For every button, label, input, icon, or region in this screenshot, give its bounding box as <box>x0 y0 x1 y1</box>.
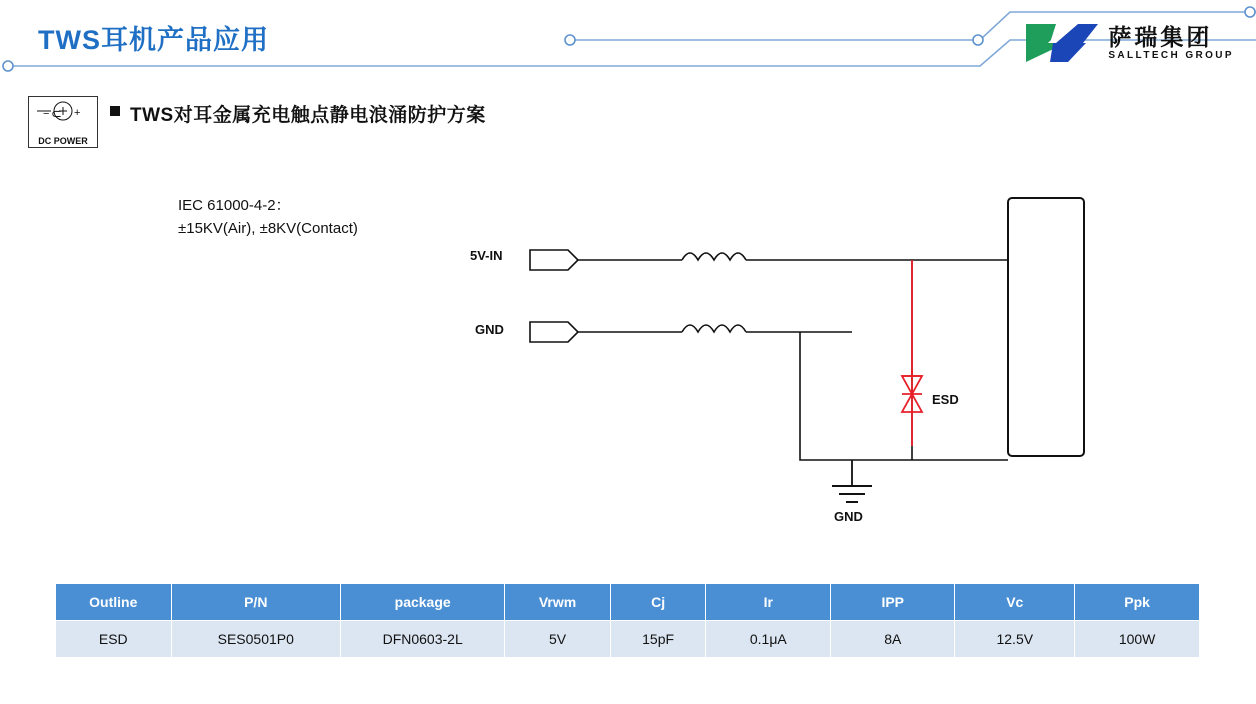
table-header-row <box>56 584 1200 621</box>
spec-table <box>55 583 1200 658</box>
section-bullet-icon <box>110 106 120 116</box>
table-header-cell: Vrwm <box>505 584 610 621</box>
dc-power-label: DC POWER <box>38 136 88 146</box>
port-label-gnd: GND <box>475 322 504 337</box>
connector-gnd-icon <box>530 322 578 342</box>
table-row <box>56 621 1200 658</box>
table-header-cell: Outline <box>56 584 172 621</box>
logo-name-cn: 萨瑞集团 <box>1108 24 1213 51</box>
dc-power-icon <box>28 96 98 148</box>
table-header-cell: Ppk <box>1075 584 1200 621</box>
connector-5v-in-icon <box>530 250 578 270</box>
section-heading: TWS对耳金属充电触点静电浪涌防护方案 <box>130 105 486 126</box>
table-cell: 5V <box>505 621 610 658</box>
table-cell: DFN0603-2L <box>341 621 505 658</box>
ground-symbol-icon <box>832 486 872 502</box>
next-circuit-block <box>1008 198 1084 456</box>
table-cell: SES0501P0 <box>171 621 341 658</box>
table-cell: 15pF <box>610 621 706 658</box>
table-header-cell: Ir <box>706 584 831 621</box>
port-label-5v-in: 5V-IN <box>470 248 503 263</box>
ground-label: GND <box>834 509 863 524</box>
svg-text:+: + <box>74 107 81 119</box>
table-cell: 100W <box>1075 621 1200 658</box>
iec-note-line-1: IEC 61000-4-2： <box>178 197 291 214</box>
svg-text:−: − <box>43 108 50 120</box>
iec-note-line-2: ±15KV(Air), ±8KV(Contact) <box>178 220 358 238</box>
table-cell: 12.5V <box>955 621 1075 658</box>
svg-text:⊂: ⊂ <box>51 106 62 121</box>
table-cell: 8A <box>831 621 955 658</box>
company-logo <box>1026 22 1234 64</box>
circuit-diagram <box>0 150 1256 570</box>
table-cell: ESD <box>56 621 172 658</box>
table-header-cell: Vc <box>955 584 1075 621</box>
logo-name-en: SALLTECH GROUP <box>1108 49 1234 61</box>
table-cell: 0.1μA <box>706 621 831 658</box>
table-header-cell: package <box>341 584 505 621</box>
table-header-cell: Cj <box>610 584 706 621</box>
logo-mark-icon <box>1026 22 1098 64</box>
esd-label: ESD <box>932 392 959 407</box>
page-title: TWS耳机产品应用 <box>38 25 269 55</box>
table-header-cell: P/N <box>171 584 341 621</box>
table-header-cell: IPP <box>831 584 955 621</box>
